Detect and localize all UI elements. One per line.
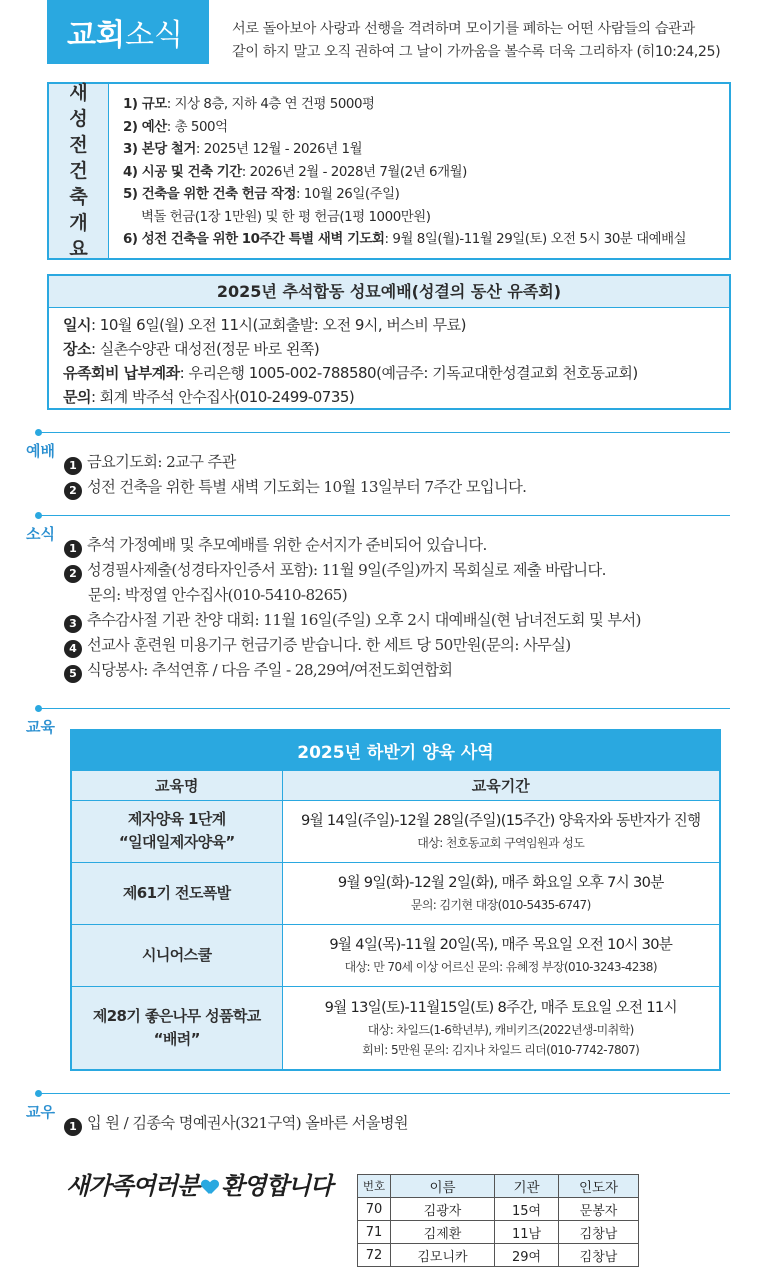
- list-item: 2 성경필사제출(성경타자인증서 포함): 11월 9일(주일)까지 목회실로 제출 바랍니다.: [64, 558, 641, 583]
- section-divider: [38, 432, 730, 433]
- table-row: 70 김광자 15여 문봉자: [358, 1198, 639, 1221]
- news-list: [64, 533, 641, 683]
- overview-item: 2) 예산: 총 500억: [123, 119, 228, 135]
- section-title: [47, 0, 209, 64]
- heart-icon: [202, 1180, 218, 1195]
- section-label-members: 교우: [26, 1103, 55, 1121]
- list-item: 5 식당봉사: 추석연휴 / 다음 주일 - 28,29여/여전도회연합회: [64, 658, 641, 683]
- list-item: 문의: 박정열 안수집사(010-5410-8265): [88, 586, 348, 604]
- column-header-period: 교육기간: [282, 770, 720, 800]
- number-badge: 3: [64, 615, 82, 633]
- program-name: 제28기 좋은나무 성품학교 “배려”: [71, 986, 282, 1070]
- column-header: 번호: [358, 1175, 391, 1198]
- section-divider: [38, 1093, 730, 1094]
- number-badge: 4: [64, 640, 82, 658]
- number-badge: 1: [64, 540, 82, 558]
- title-bold: 교회: [67, 18, 125, 53]
- section-label-news: 소식: [26, 525, 55, 543]
- memorial-service-box: [47, 274, 731, 410]
- verse-line-1: 서로 돌아보아 사랑과 선행을 격려하며 모이기를 폐하는 어떤 사람들의 습관과: [232, 21, 695, 37]
- table-row: 71 김제환 11남 김창남: [358, 1221, 639, 1244]
- overview-item: 벽돌 헌금(1장 1만원) 및 한 평 헌금(1평 1000만원): [141, 209, 431, 225]
- table-row: 72 김모니카 29여 김창남: [358, 1244, 639, 1267]
- number-badge: 2: [64, 565, 82, 583]
- number-badge: 5: [64, 665, 82, 683]
- worship-list: [64, 450, 526, 500]
- verse-line-2: 같이 하지 말고 오직 권하여 그 날이 가까움을 볼수록 더욱 그리하자 (히10:24,25): [232, 44, 721, 60]
- overview-item: 5) 건축을 위한 건축 헌금 작정: 10월 26일(주일): [123, 187, 400, 202]
- header: [0, 0, 767, 74]
- education-table-title: 2025년 하반기 양육 사역: [71, 730, 720, 770]
- overview-item: 6) 성전 건축을 위한 10주간 특별 새벽 기도회: 9월 8일(월)-11월 29일(토) 오전 5시 30분 대예배실: [123, 232, 687, 247]
- list-item: 1 금요기도회: 2교구 주관: [64, 450, 526, 475]
- list-item: 1 추석 가정예배 및 추모예배를 위한 순서지가 준비되어 있습니다.: [64, 533, 641, 558]
- title-light: 소식: [124, 18, 183, 53]
- column-header-name: 교육명: [71, 770, 282, 800]
- column-header: 기관: [495, 1175, 559, 1198]
- section-label-education: 교육: [26, 718, 55, 736]
- table-row: [71, 862, 720, 924]
- section-divider: [38, 515, 730, 516]
- welcome-banner: [66, 1166, 332, 1201]
- overview-side-text: 새성전건축개요: [69, 82, 88, 260]
- program-name: 제61기 전도폭발: [71, 862, 282, 924]
- overview-side-label: [49, 84, 109, 258]
- memorial-details: [49, 308, 729, 409]
- memorial-row: 장소: 실촌수양관 대성전(정문 바로 왼쪽): [63, 340, 320, 358]
- number-badge: 1: [64, 457, 82, 475]
- bible-verse: [232, 18, 752, 64]
- memorial-row: 유족회비 납부계좌: 우리은행 1005-002-788580(예금주: 기독교대한성결교회 천호동교회): [63, 364, 638, 382]
- program-period: 9월 13일(토)-11월15일(토) 8주간, 매주 토요일 오전 11시 대상: 차일드(1-6학년부), 캐비키즈(2022년생-미취학) 회비: 5만원 문의: 김지나 차일드 리더(010-7742-7807): [282, 986, 720, 1070]
- overview-item: 1) 규모: 지상 8층, 지하 4층 연 건평 5000평: [123, 97, 375, 112]
- education-table: [70, 729, 721, 1071]
- overview-item: 4) 시공 및 건축 기간: 2026년 2월 - 2028년 7월(2년 6개월): [123, 164, 467, 180]
- overview-item: 3) 본당 철거: 2025년 12월 - 2026년 1월: [123, 142, 363, 157]
- memorial-row: 문의: 회계 박주석 안수집사(010-2499-0735): [63, 388, 355, 406]
- welcome-text-left: 새가족여러분: [66, 1171, 200, 1200]
- list-item: 2 성전 건축을 위한 특별 새벽 기도회는 10월 13일부터 7주간 모입니다.: [64, 475, 526, 500]
- list-item: 1 입 원 / 김종숙 명예권사(321구역) 올바른 서울병원: [64, 1111, 408, 1136]
- memorial-row: 일시: 10월 6일(월) 오전 11시(교회출발: 오전 9시, 버스비 무료): [63, 316, 466, 334]
- program-period: 9월 9일(화)-12월 2일(화), 매주 화요일 오후 7시 30분 문의: 김기현 대장(010-5435-6747): [282, 862, 720, 924]
- overview-list: [109, 84, 729, 258]
- construction-overview-box: [47, 82, 731, 260]
- column-header: 인도자: [559, 1175, 639, 1198]
- program-period: 9월 14일(주일)-12월 28일(주일)(15주간) 양육자와 동반자가 진행 대상: 천호동교회 구역임원과 성도: [282, 800, 720, 862]
- table-row: [71, 800, 720, 862]
- program-period: 9월 4일(목)-11월 20일(목), 매주 목요일 오전 10시 30분 대상: 만 70세 이상 어르신 문의: 유혜정 부장(010-3243-4238): [282, 924, 720, 986]
- program-name: 제자양육 1단계 “일대일제자양육”: [71, 800, 282, 862]
- number-badge: 1: [64, 1118, 82, 1136]
- welcome-text-right: 환영합니다: [221, 1171, 333, 1200]
- list-item: 3 추수감사절 기관 찬양 대회: 11월 16일(주일) 오후 2시 대예배실(현 남녀전도회 및 부서): [64, 608, 641, 633]
- table-row: [71, 924, 720, 986]
- memorial-title: 2025년 추석합동 성묘예배(성결의 동산 유족회): [49, 276, 729, 308]
- column-header: 이름: [391, 1175, 495, 1198]
- new-family-table: [357, 1174, 639, 1267]
- section-divider: [38, 708, 730, 709]
- section-label-worship: 예배: [26, 442, 55, 460]
- number-badge: 2: [64, 482, 82, 500]
- members-list: [64, 1111, 408, 1136]
- table-row: [71, 986, 720, 1070]
- program-name: 시니어스쿨: [71, 924, 282, 986]
- list-item: 4 선교사 훈련원 미용기구 헌금기증 받습니다. 한 세트 당 50만원(문의: 사무실): [64, 633, 641, 658]
